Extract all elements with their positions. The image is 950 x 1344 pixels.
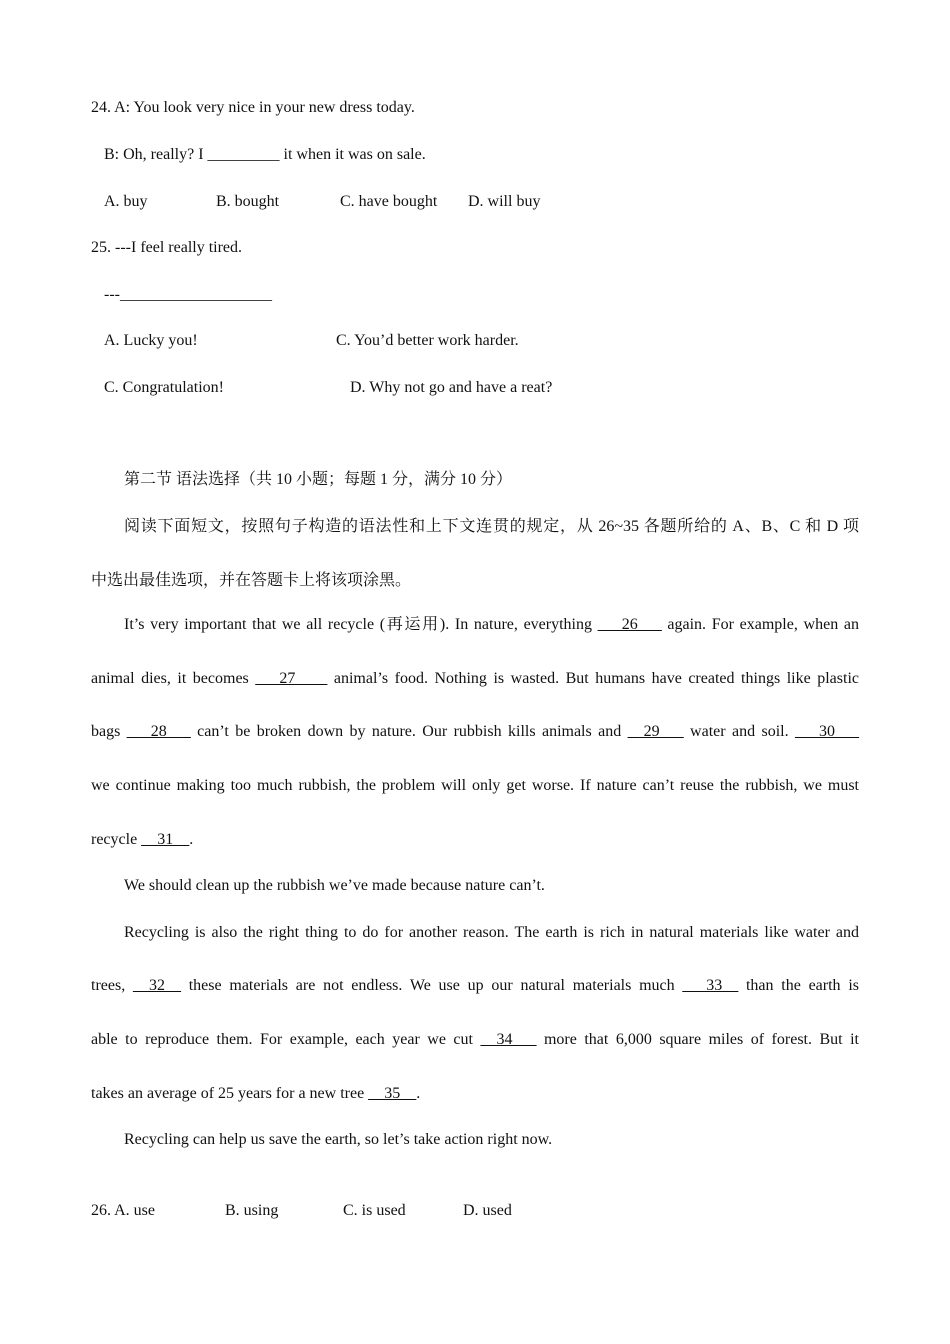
blank-35: __35__ bbox=[368, 1085, 417, 1102]
q26-option-c: C. is used bbox=[343, 1202, 406, 1219]
passage-text: . bbox=[416, 1085, 421, 1102]
passage-p3-line2 bbox=[91, 976, 859, 996]
passage-p3-line1: Recycling is also the right thing to do for another reason. The earth is rich in natural materials like water and bbox=[124, 924, 859, 941]
q25-reply: ---___________________ bbox=[104, 286, 272, 303]
blank-28: ___28___ bbox=[126, 723, 191, 740]
passage-text: recycle bbox=[91, 831, 142, 848]
q24-option-c: C. have bought bbox=[340, 193, 438, 210]
passage-text: these materials are not endless. We use up our natural materials much bbox=[180, 977, 683, 994]
passage-p3-line3 bbox=[91, 1030, 859, 1050]
blank-32: __32__ bbox=[132, 977, 181, 994]
blank-31: __31__ bbox=[141, 831, 190, 848]
blank-34: __34___ bbox=[480, 1031, 537, 1048]
q26-option-a: 26. A. use bbox=[91, 1202, 155, 1219]
passage-text: It’s very important that we all recycle (再运用). In nature, everything bbox=[124, 616, 598, 633]
q25-option-c2: C. Congratulation! bbox=[104, 379, 224, 396]
q25-option-c1: C. You’d better work harder. bbox=[336, 332, 519, 349]
passage-p4: Recycling can help us save the earth, so let’s take action right now. bbox=[124, 1131, 553, 1148]
passage-text: more that 6,000 square miles of forest. But it bbox=[536, 1031, 859, 1048]
passage-text: . bbox=[189, 831, 194, 848]
q26-option-d: D. used bbox=[463, 1202, 512, 1219]
passage-p1-line1 bbox=[124, 615, 859, 635]
q26-option-b: B. using bbox=[225, 1202, 279, 1219]
passage-text: can’t be broken down by nature. Our rubbish kills animals and bbox=[190, 723, 628, 740]
passage-p1-line5 bbox=[91, 830, 193, 850]
passage-p3-line4 bbox=[91, 1084, 420, 1104]
passage-text: animal’s food. Nothing is wasted. But humans have created things like plastic bbox=[327, 670, 859, 687]
passage-text: takes an average of 25 years for a new tree bbox=[91, 1085, 369, 1102]
passage-text: able to reproduce them. For example, each year we cut bbox=[91, 1031, 481, 1048]
blank-27: ___27____ bbox=[255, 670, 328, 687]
blank-26: ___26___ bbox=[597, 616, 662, 633]
blank-33: _ _33__ bbox=[682, 977, 739, 994]
q24-option-d: D. will buy bbox=[468, 193, 541, 210]
q25-option-d: D. Why not go and have a reat? bbox=[350, 379, 553, 396]
passage-p1-line3 bbox=[91, 722, 859, 742]
passage-text: again. For example, when an bbox=[661, 616, 860, 633]
blank-29: __29___ bbox=[627, 723, 684, 740]
q25-option-a: A. Lucky you! bbox=[104, 332, 198, 349]
passage-p1-line4: we continue making too much rubbish, the problem will only get worse. If nature can’t reuse the rubbish, we must bbox=[91, 777, 859, 794]
section-heading: 第二节 语法选择（共 10 小题；每题 1 分，满分 10 分） bbox=[124, 471, 513, 488]
passage-text: than the earth is bbox=[738, 977, 859, 994]
section-instruction-line2: 中选出最佳选项，并在答题卡上将该项涂黑。 bbox=[91, 572, 412, 589]
passage-text: bags bbox=[91, 723, 127, 740]
passage-p2: We should clean up the rubbish we’ve made because nature can’t. bbox=[124, 877, 545, 894]
q24-option-b: B. bought bbox=[216, 193, 280, 210]
passage-text: animal dies, it becomes bbox=[91, 670, 256, 687]
blank-30: ___30___ bbox=[795, 723, 860, 740]
passage-text: trees, bbox=[91, 977, 133, 994]
passage-p1-line2 bbox=[91, 669, 859, 689]
q24-reply: B: Oh, really? I _________ it when it was on sale. bbox=[104, 146, 426, 163]
q24-option-a: A. buy bbox=[104, 193, 148, 210]
q24-stem: 24. A: You look very nice in your new dress today. bbox=[91, 99, 415, 116]
section-instruction-line1: 阅读下面短文，按照句子构造的语法性和上下文连贯的规定，从 26~35 各题所给的 A、B、C 和 D 项 bbox=[124, 518, 859, 535]
q25-stem: 25. ---I feel really tired. bbox=[91, 239, 243, 256]
passage-text: water and soil. bbox=[683, 723, 796, 740]
